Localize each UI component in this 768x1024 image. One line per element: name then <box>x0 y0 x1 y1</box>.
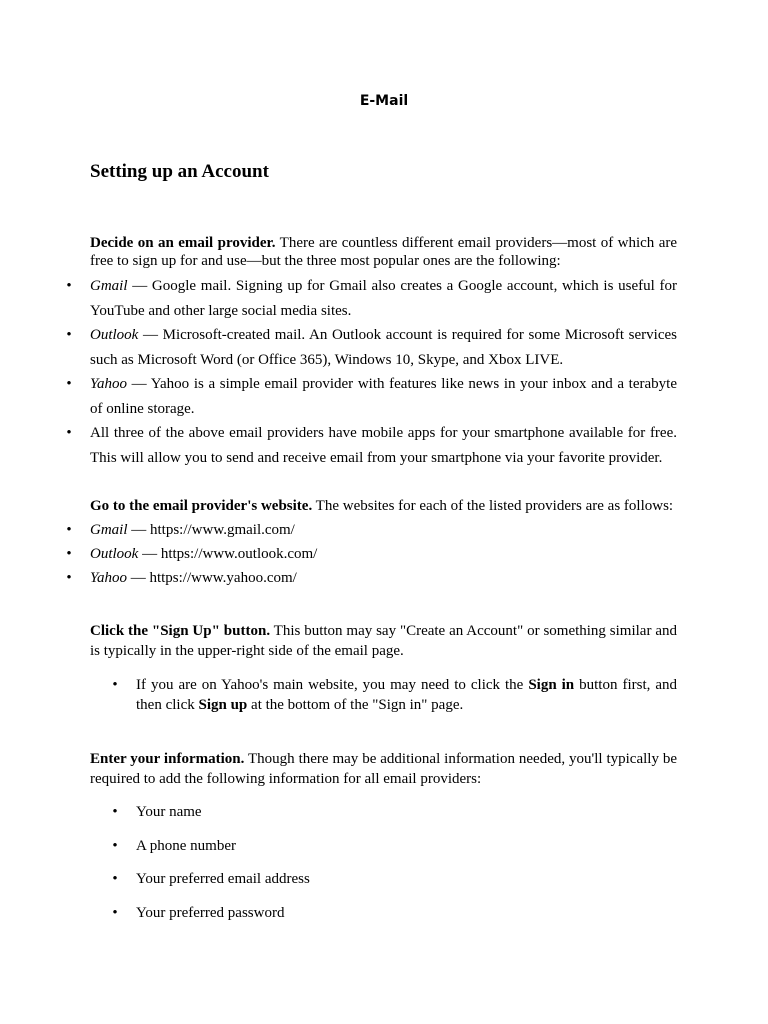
provider-name: Outlook <box>90 546 139 562</box>
bullet-glyph: • <box>112 904 118 921</box>
bullet-glyph: • <box>66 570 72 586</box>
note-text: If you are on Yahoo's main website, you may need to click the <box>136 677 529 693</box>
bullet-glyph: • <box>112 804 118 820</box>
note-text: at the bottom of the "Sign in" page. <box>247 697 464 713</box>
bullet-glyph: • <box>66 376 72 392</box>
list-item <box>66 323 677 372</box>
list-item <box>66 274 677 323</box>
step-lead: Decide on an email provider. <box>90 235 276 251</box>
provider-url: — https://www.gmail.com/ <box>127 522 295 538</box>
step-text: The websites for each of the listed providers are as follows: <box>312 498 674 514</box>
info-item: Your name <box>136 804 202 820</box>
info-item: Your preferred password <box>136 904 285 921</box>
list-item <box>66 518 677 542</box>
provider-name: Outlook <box>90 327 139 343</box>
info-item: A phone number <box>136 837 236 854</box>
required-info-list <box>112 802 677 936</box>
list-item <box>112 675 677 715</box>
bullet-glyph: • <box>112 677 118 693</box>
provider-url: — https://www.outlook.com/ <box>138 546 318 562</box>
step-enter-information <box>90 749 677 789</box>
provider-name: Gmail <box>90 278 128 294</box>
list-item <box>66 566 677 590</box>
list-item <box>112 836 677 856</box>
note-text: button first, and then click <box>136 677 677 713</box>
step-lead: Enter your information. <box>90 751 245 767</box>
sign-up-note-list <box>112 675 677 715</box>
bullet-glyph: • <box>66 425 72 441</box>
provider-name: Yahoo <box>90 570 127 586</box>
bullet-glyph: • <box>66 327 72 343</box>
provider-name: Yahoo <box>90 376 127 392</box>
provider-description: — Microsoft-created mail. An Outlook account is required for some Microsoft services such as Microsoft Word (or Office 365), Windows 10, Skype, and Xbox LIVE. <box>90 327 677 368</box>
document-title: E-Mail <box>359 93 409 109</box>
section-heading: Setting up an Account <box>90 161 269 182</box>
provider-name: Gmail <box>90 522 128 538</box>
bullet-glyph: • <box>66 522 72 538</box>
mobile-apps-note: All three of the above email providers have mobile apps for your smartphone available for free. This will allow you to send and receive email from your smartphone via your favorite provider. <box>90 425 677 466</box>
step-text: This button may say "Create an Account" or something similar and is typically in the upper-right side of the email page. <box>90 623 677 659</box>
step-text: There are countless different email providers—most of which are free to sign up for and use—but the three most popular ones are the following: <box>90 235 678 269</box>
sign-up-label: Sign up <box>198 697 248 713</box>
list-item <box>112 802 677 822</box>
website-list <box>66 518 677 590</box>
provider-description: — Google mail. Signing up for Gmail also creates a Google account, which is useful for YouTube and other large social media sites. <box>90 278 677 319</box>
info-item: Your preferred email address <box>136 871 310 887</box>
step-text: Though there may be additional information needed, you'll typically be required to add the following information for all email providers: <box>90 751 678 787</box>
step-lead: Click the "Sign Up" button. <box>90 623 271 639</box>
bullet-glyph: • <box>112 871 118 887</box>
provider-description: — Yahoo is a simple email provider with features like news in your inbox and a terabyte of online storage. <box>90 376 677 417</box>
bullet-glyph: • <box>66 546 72 562</box>
list-item <box>112 903 677 923</box>
step-provider-website <box>90 497 677 515</box>
bullet-glyph: • <box>66 278 72 294</box>
list-item <box>66 542 677 566</box>
list-item <box>112 869 677 889</box>
step-lead: Go to the email provider's website. <box>90 498 313 514</box>
provider-list <box>66 274 677 470</box>
provider-url: — https://www.yahoo.com/ <box>126 570 297 586</box>
list-item <box>66 421 677 470</box>
step-decide-provider <box>90 234 677 270</box>
bullet-glyph: • <box>112 837 118 854</box>
step-sign-up <box>90 621 677 661</box>
sign-in-label: Sign in <box>528 677 575 693</box>
list-item <box>66 372 677 421</box>
